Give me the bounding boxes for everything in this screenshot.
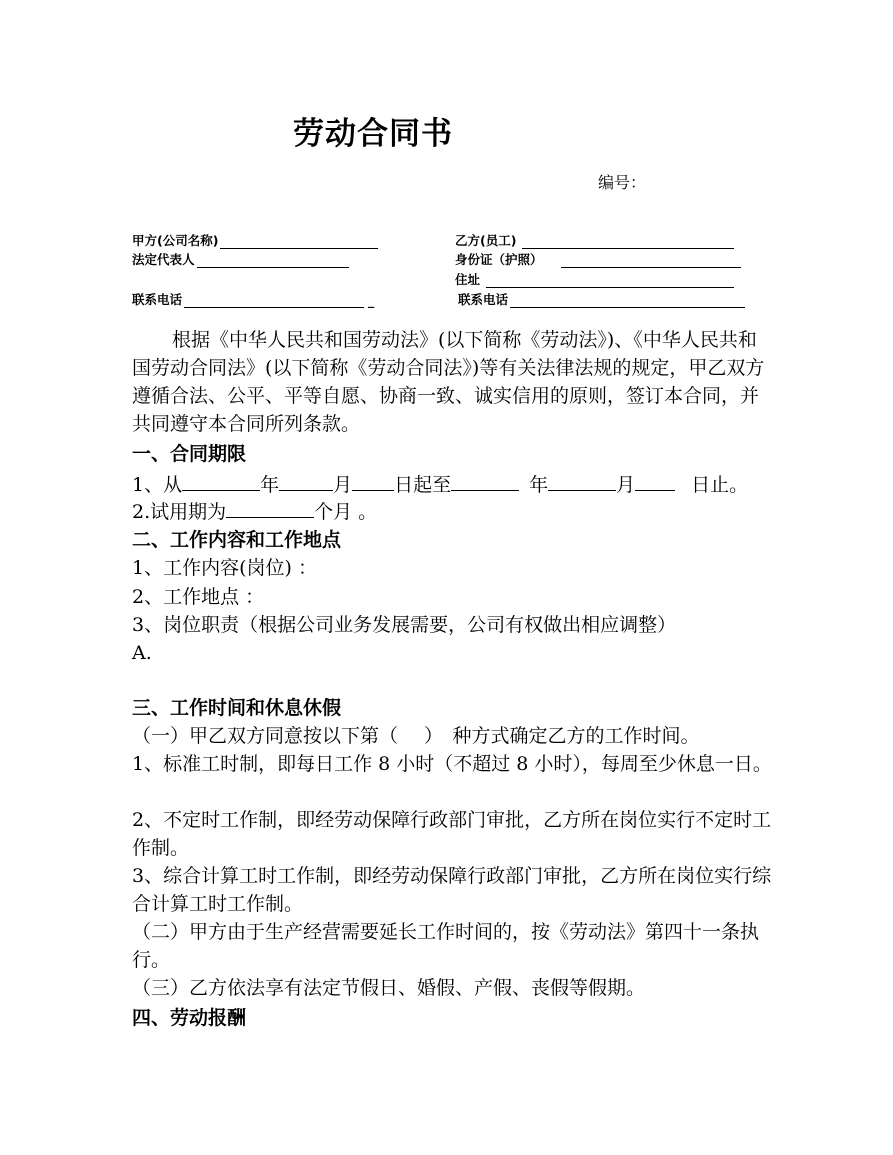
standard-hours-item: 1、标准工时制，即每日工作 8 小时（不超过 8 小时），每周至少休息一日。 [132, 753, 772, 775]
phone-a-field [132, 290, 374, 308]
party-a-label: 甲方(公司名称) [132, 233, 219, 248]
phone-a-blank [184, 295, 364, 308]
end-month-blank [548, 470, 616, 491]
id-card-label: 身份证（护照） [455, 252, 543, 267]
phone-b-field [458, 290, 745, 308]
address-blank [486, 275, 734, 288]
job-duties-sub-a: A. [132, 642, 152, 664]
job-content-item: 1、工作内容(岗位) ： [132, 557, 317, 579]
id-card-field [455, 250, 741, 268]
overtime-item: （二）甲方由于生产经营需要延长工作时间的，按《劳动法》第四十一条执行。 [132, 921, 760, 971]
id-card-blank [561, 255, 741, 268]
end-year-blank [451, 470, 519, 491]
address-field [455, 270, 734, 288]
work-hours-prefix: （一）甲乙双方同意按以下第（ [132, 725, 399, 747]
legal-rep-field [132, 250, 349, 268]
start-month-blank [279, 470, 333, 491]
party-b-blank [522, 236, 734, 249]
intro-paragraph: 根据《中华人民共和国劳动法》(以下简称《劳动法》)、《中华人民共和国劳动合同法》(以下简称《劳动合同法》)等有关法律法规的规定，甲乙双方遵循合法、公平、平等自愿、协商一致、诚实信用的原则，签订本合同，并共同遵守本合同所列条款。 [132, 329, 765, 435]
phone-a-suffix: _ [368, 293, 375, 308]
day-from-label: 日起至 [394, 474, 452, 496]
section-4-heading: 四、劳动报酬 [132, 1007, 247, 1029]
party-b-label: 乙方(员工) [455, 233, 517, 248]
month-label-1: 月 [333, 474, 353, 496]
comprehensive-hours-item: 3、综合计算工时工作制，即经劳动保障行政部门审批，乙方所在岗位实行综合计算工时工作制。 [132, 865, 772, 915]
document-number-label: 编号： [598, 173, 647, 192]
start-day-blank [352, 470, 394, 491]
day-to-label: 日止。 [691, 474, 749, 496]
holidays-item: （三）乙方依法享有法定节假日、婚假、产假、丧假等假期。 [132, 977, 646, 999]
contract-term-line [132, 470, 748, 499]
party-a-field [132, 231, 378, 249]
legal-rep-blank [197, 255, 349, 268]
job-duties-item: 3、岗位职责（根据公司业务发展需要，公司有权做出相应调整） [132, 614, 677, 636]
page-title: 劳动合同书 [293, 116, 453, 152]
year-label-2: 年 [529, 474, 549, 496]
start-year-blank [182, 470, 260, 491]
probation-blank [226, 497, 314, 518]
end-day-blank [635, 470, 675, 491]
party-a-blank [220, 236, 378, 249]
flexible-hours-item: 2、不定时工作制，即经劳动保障行政部门审批，乙方所在岗位实行不定时工作制。 [132, 809, 772, 859]
phone-b-blank [510, 295, 745, 308]
legal-rep-label: 法定代表人 [132, 252, 195, 267]
phone-b-label: 联系电话 [458, 292, 509, 307]
probation-line [132, 497, 377, 526]
phone-a-label: 联系电话 [132, 292, 183, 307]
work-hours-suffix: ） 种方式确定乙方的工作时间。 [424, 725, 700, 747]
party-b-field [455, 231, 734, 249]
probation-prefix: 2.试用期为 [132, 501, 227, 523]
section-2-heading: 二、工作内容和工作地点 [132, 529, 342, 551]
term-prefix: 1、从 [132, 474, 183, 496]
year-label-1: 年 [260, 474, 280, 496]
address-label: 住址 [455, 272, 481, 287]
work-hours-choice [132, 722, 700, 750]
probation-suffix: 个月 。 [314, 501, 378, 523]
work-location-item: 2、工作地点 ： [132, 586, 265, 608]
section-1-heading: 一、合同期限 [132, 443, 247, 465]
section-3-heading: 三、工作时间和休息休假 [132, 697, 342, 719]
month-label-2: 月 [616, 474, 636, 496]
